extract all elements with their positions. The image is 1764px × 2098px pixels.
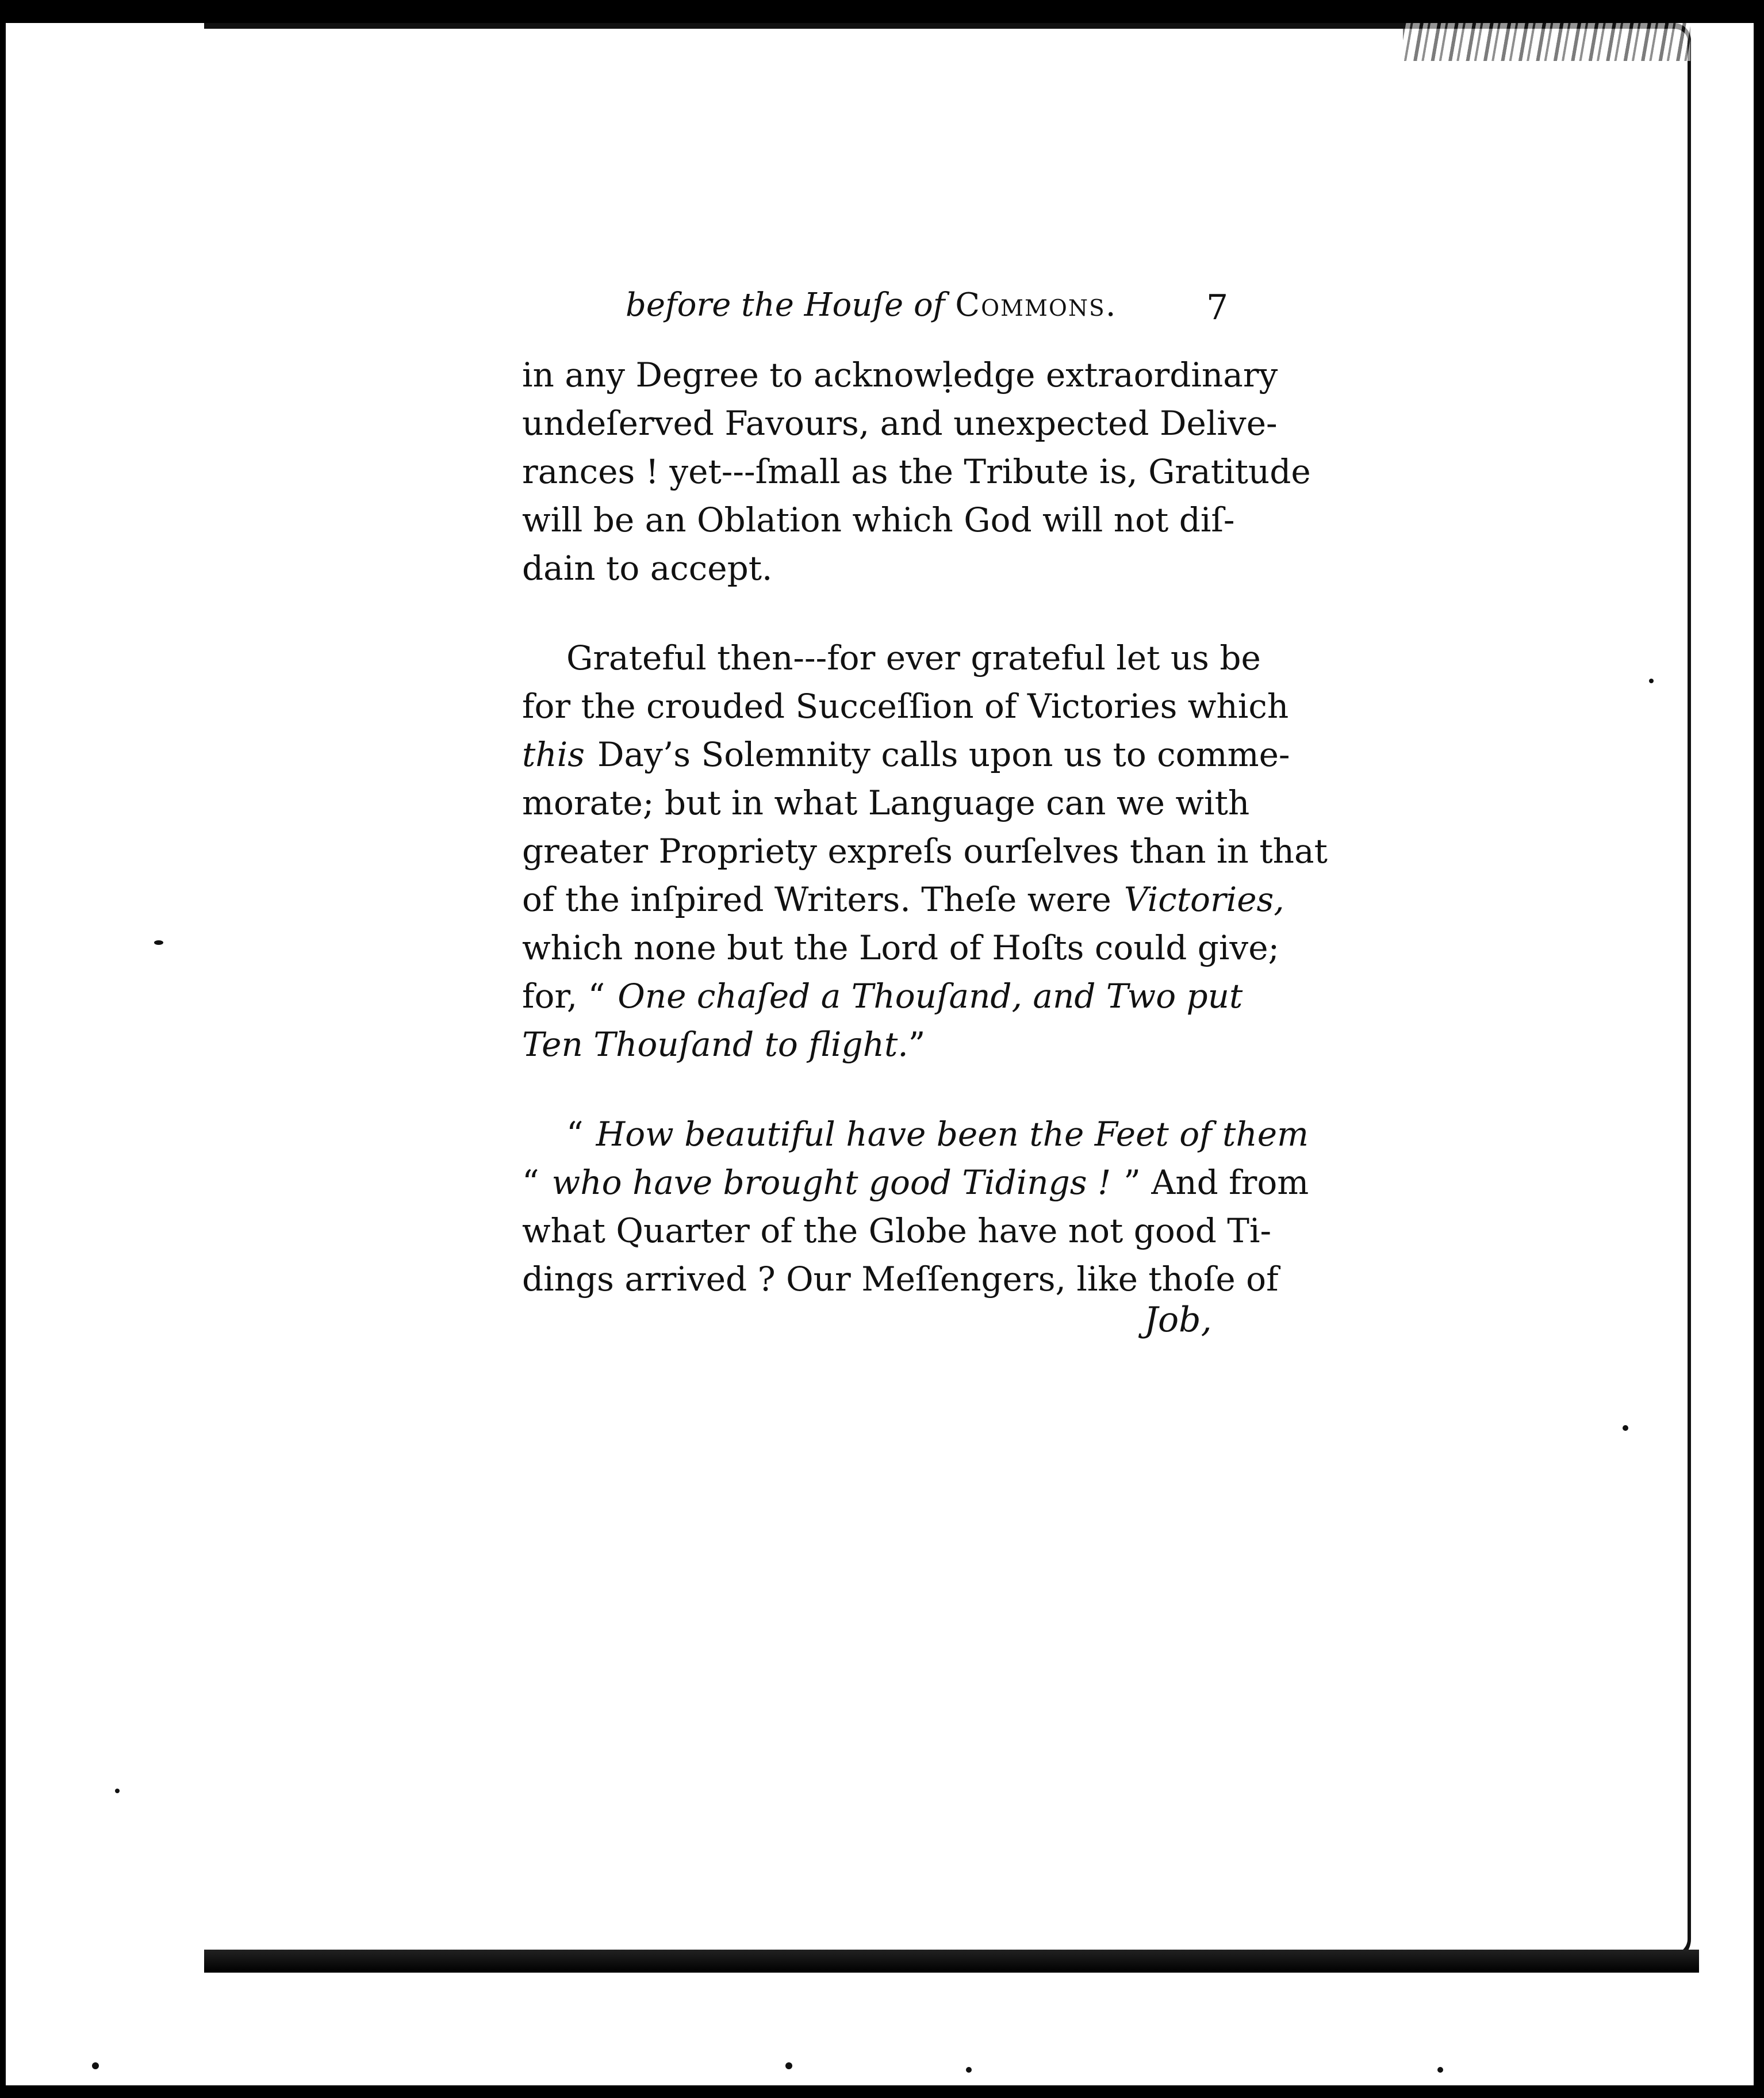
line-text: for the crouded Succeſſion of Victories which [522,687,1289,726]
text-line [522,924,1280,972]
scan-speck [785,2062,792,2069]
line-text: Grateful then---for ever grateful let us be [566,638,1261,677]
line-text-italic: Ten Thouſand to flight. [522,1025,908,1064]
text-line [522,447,1311,496]
scan-speck [92,2062,99,2069]
scan-speck [115,1789,120,1793]
line-text: ” And from [1123,1163,1309,1202]
page-number: 7 [1206,288,1229,328]
page-corner-wear [1403,21,1690,61]
line-text: for, “ [522,977,605,1016]
scan-border-bottom [0,2085,1764,2098]
scan-speck [1649,679,1654,683]
text-line [522,875,1284,924]
text-line [522,827,1328,875]
line-text-italic: who have brought good Tidings ! [551,1163,1111,1202]
scan-speck [1623,1425,1628,1431]
text-line [522,682,1289,730]
line-text: dings arrived ? Our Meſſengers, like thoſe of [522,1259,1279,1299]
line-text: Day’s Solemnity calls upon us to comme- [597,735,1290,774]
running-head-house: Houſe [804,286,904,324]
line-text: “ [522,1163,539,1202]
text-line [566,634,1261,682]
text-line [522,496,1235,544]
text-line [522,730,1290,779]
line-text: in any Degree to acknowḷedge extraordinary [522,355,1278,395]
text-line [522,399,1278,447]
running-head [626,286,1117,324]
line-text-italic: How beautiful have been the Feet of them [596,1115,1309,1154]
line-text: will be an Oblation which God will not diſ- [522,500,1235,539]
text-line [522,1020,1212,1069]
running-head-of: of [913,286,945,324]
text-line [522,1207,1272,1255]
line-text-italic: Victories, [1123,880,1284,919]
scan-border-right [1754,0,1764,2098]
line-text: greater Propriety expreſs ourſelves than in that [522,832,1328,871]
page-bottom-shadow [204,1950,1699,1973]
catchword: Job, [1144,1300,1212,1340]
line-text: of the inſpired Writers. Theſe were [522,880,1111,919]
scan-speck [154,940,163,945]
line-text-italic: One chaſed a Thouſand, and Two put [618,977,1243,1016]
line-text: what Quarter of the Globe have not good Ti- [522,1211,1272,1250]
line-text: dain to accept. [522,549,773,588]
line-text: undeſerved Favours, and unexpected Delive- [522,404,1278,443]
scan-speck [966,2067,972,2073]
scan-border-top [0,0,1764,23]
line-text: which none but the Lord of Hoſts could give; [522,928,1280,967]
line-text: morate; but in what Language can we with [522,783,1250,822]
text-line [566,1110,1309,1158]
text-line [522,1255,1279,1303]
running-head-commons: Commons. [955,286,1117,324]
running-head-text: before the [626,286,794,324]
text-line [522,544,1212,592]
text-line [522,779,1250,827]
line-text: “ [566,1115,584,1154]
left-facing-page-edge [6,40,206,1950]
line-text: ” [908,1025,926,1064]
scan-speck [1437,2067,1443,2073]
line-text-italic: this [522,735,585,774]
scan-border-left [0,0,6,2098]
text-line [522,1158,1309,1207]
line-text: rances ! yet---ſmall as the Tribute is, Gratitude [522,452,1311,491]
text-line [522,351,1278,399]
text-line [522,972,1243,1020]
